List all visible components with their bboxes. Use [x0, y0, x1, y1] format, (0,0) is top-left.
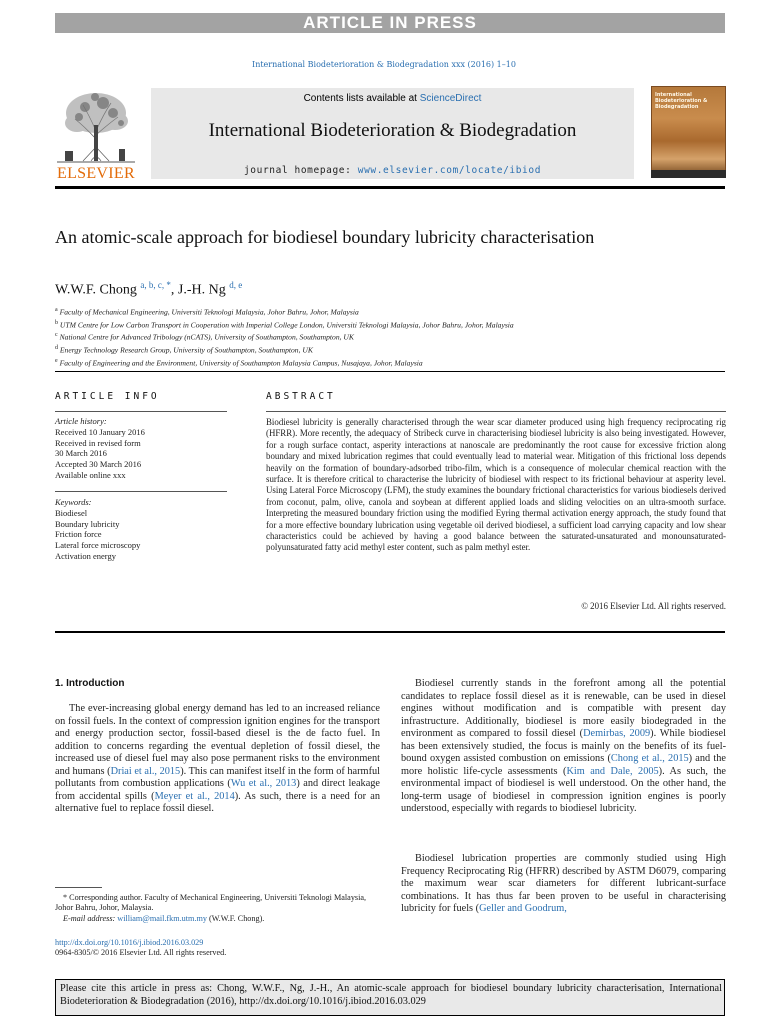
affiliations-list — [55, 305, 715, 369]
affiliation-item — [55, 330, 715, 343]
history-item: Available online xxx — [55, 469, 126, 480]
elsevier-wordmark: ELSEVIER — [57, 165, 135, 182]
affiliation-text: Energy Technology Research Group, University of Southampton, Southampton, UK — [59, 345, 313, 355]
affiliation-item — [55, 343, 715, 356]
issn-line: 0964-8305/© 2016 Elsevier Ltd. All rights reserved. — [55, 948, 227, 958]
affiliation-text: Faculty of Engineering and the Environment, University of Southampton Malaysia Campus, Nusajaya, Johor, Malaysia — [59, 358, 423, 368]
affiliation-text: UTM Centre for Low Carbon Transport in Cooperation with Imperial College London, Universiti Teknologi Malaysia, Johor Bahru, Johor, Malaysia — [59, 320, 514, 330]
article-in-press-banner: ARTICLE IN PRESS — [55, 13, 725, 33]
keyword-item: Friction force — [55, 529, 102, 540]
citation-link[interactable]: Geller and Goodrum, — [479, 903, 567, 914]
citation-link[interactable]: Wu et al., 2013 — [230, 778, 297, 789]
keywords-divider — [55, 491, 227, 492]
citation-text: Please cite this article in press as: Chong, W.W.F., Ng, J.-H., An atomic-scale approach for biodiesel boundary lubricity characterisation, International Biodeterioration & Biodegradation (2016), http://dx.doi.org/10.1016/j.ibiod.2016.03.029 — [60, 983, 722, 1007]
affiliation-text: National Centre for Advanced Tribology (nCATS), University of Southampton, Southampton, UK — [59, 333, 354, 342]
paragraph-text: ) and the more holistic life-cycle assessments ( — [401, 753, 726, 777]
journal-cover-title: International Biodeterioration & Biodegradation — [655, 92, 708, 110]
affiliation-item — [55, 318, 715, 331]
email-label: E-mail address: — [63, 913, 118, 923]
keyword-item: Boundary lubricity — [55, 518, 120, 529]
author-affiliation-marks[interactable]: a, b, c, * — [140, 280, 171, 290]
affiliation-mark: b — [55, 319, 58, 326]
abstract-divider — [266, 411, 726, 412]
keywords-label: Keywords: — [55, 497, 92, 507]
footnote-divider — [55, 887, 102, 888]
abstract-heading: ABSTRACT — [266, 391, 336, 402]
article-title: An atomic-scale approach for biodiesel boundary lubricity characterisation — [55, 227, 595, 247]
paragraph-text: ). While biodiesel has been extensively studied, the focus is mainly on the benefits of its fuel-bound oxygen assisted combustion on emissions ( — [401, 728, 726, 764]
author-name: W.W.F. Chong — [55, 282, 137, 298]
email-line — [55, 914, 380, 924]
affiliation-mark: e — [55, 357, 58, 364]
author-separator: , — [170, 282, 178, 298]
abstract-text: Biodiesel lubricity is generally characterised through the wear scar diameter produced using high frequency reciprocating rig (HFRR). More recently, the adequacy of Stribeck curve in characterising biodiesel lubricity is also being investigated. However, for a rough surface contact, asperity interactions at nanoscale are predominantly the root cause for excessive friction along boundary and mixed lubrication regimes that could eventually lead to material wear. Mitigation of this frictional loss depends heavily on the formation of boundary-adsorbed tribo-film, which is a consequence of molecular chemical reaction with the surface. It is therefore critical to characterise the lubricity of biodiesel with respect to its frictional behaviour at asperity level. Using Lateral Force Microscopy (LFM), the study examines the boundary frictional characteristics for various biodiesels derived from coconut, palm, olive, canola and soybean at different applied loads and sliding velocities on an ultra-smooth surface. Interpreting the measured boundary friction using the modified Eyring thermal activation energy approach, the study found that for a more effective boundary lubrication using vegetable oil derived biodiesel, a sufficient load carrying capacity and low shear characteristics could be achieved by having a good balance between the saturated-unsaturated and monounsaturated-polyunsaturated fatty acid methyl ester content, such as palm methyl ester. — [266, 417, 726, 553]
email-link[interactable]: william@mail.fkm.utm.my — [117, 913, 207, 923]
intro-paragraph — [55, 703, 380, 816]
affiliation-item — [55, 356, 715, 369]
history-item: Received in revised form — [55, 437, 141, 448]
history-item: Received 10 January 2016 — [55, 426, 145, 437]
keyword-item: Biodiesel — [55, 507, 88, 518]
affiliation-text: Faculty of Mechanical Engineering, Universiti Teknologi Malaysia, Johor Bahru, Johor, Malaysia — [59, 307, 359, 317]
keyword-item: Activation energy — [55, 550, 116, 561]
doi-link[interactable]: http://dx.doi.org/10.1016/j.ibiod.2016.03.029 — [55, 938, 204, 947]
corresponding-author-text: * Corresponding author. Faculty of Mechanical Engineering, Universiti Teknologi Malaysia, Johor Bahru, Johor, Malaysia. — [55, 893, 367, 913]
affiliation-mark: a — [55, 307, 58, 313]
citation-link[interactable]: Meyer et al., 2014 — [154, 790, 235, 802]
sciencedirect-link[interactable]: ScienceDirect — [419, 93, 482, 104]
journal-title: International Biodeterioration & Biodegradation — [208, 120, 577, 141]
journal-reference-link[interactable]: International Biodeterioration & Biodegradation xxx (2016) 1–10 — [252, 60, 516, 69]
intro-paragraph — [401, 853, 726, 916]
doi-block — [55, 938, 380, 959]
affiliation-mark: c — [55, 332, 58, 339]
article-history — [55, 416, 227, 481]
email-suffix: (W.W.F. Chong). — [206, 913, 265, 923]
paragraph-text: ). This can manifest itself in the form of harmful pollutants from combustion applications ( — [55, 765, 381, 789]
paragraph-text: The ever-increasing global energy demand has led to an increased reliance on fossil fuels. In the context of compression ignition engines for the transport and energy production sector, fossil-based diesel is the de facto fuel. In addition to concerns regarding the eventual depletion of fossil diesel, the increased use of diesel fuel may also pose permanent risks to the environment and humans ( — [55, 703, 380, 777]
affiliation-item — [55, 305, 715, 318]
corresponding-author-footnote — [55, 893, 380, 924]
paragraph-text: Biodiesel currently stands in the forefront among all the potential candidates to replace fossil diesel as it is renewable, can be used in diesel engines without modification and is compatible with present day infrastructure. Additionally, biodiesel is more easily biodegraded in the environment as compared to fossil diesel ( — [401, 678, 726, 739]
author-affiliation-marks[interactable]: d, e — [229, 280, 243, 290]
affiliation-mark: d — [55, 345, 58, 352]
abstract-copyright: © 2016 Elsevier Ltd. All rights reserved. — [581, 601, 726, 611]
header-divider — [55, 186, 725, 189]
abstract-end-rule — [55, 631, 725, 633]
journal-homepage-line — [151, 165, 634, 176]
history-item: Accepted 30 March 2016 — [55, 459, 142, 470]
history-label: Article history: — [55, 416, 107, 426]
citation-link[interactable]: Driai et al., 2015 — [110, 765, 181, 777]
author-name: J.-H. Ng — [177, 282, 226, 298]
intro-paragraph — [401, 678, 726, 816]
cover-bottom-strip — [651, 170, 726, 178]
homepage-prefix: journal homepage: — [243, 165, 358, 176]
paragraph-text: ). As such, the environmental impact of biodiesel is well understood. On the other hand, the long-term usage of biodiesel in compression ignition engines is poorly understood, especially with regards to biodiesel lubricity. — [401, 765, 726, 814]
paragraph-text: ). As such, there is a need for an alternative fuel to replace fossil diesel. — [55, 790, 380, 814]
section-heading: 1. Introduction — [55, 678, 125, 689]
paragraph-text: ) and direct leakage from accidental spills ( — [55, 778, 380, 802]
homepage-link[interactable]: www.elsevier.com/locate/ibiod — [357, 165, 542, 176]
author-list — [55, 280, 242, 299]
citation-link[interactable]: Kim and Dale, 2005 — [566, 765, 659, 777]
article-info-divider — [55, 411, 227, 412]
citation-link[interactable]: Demirbas, 2009 — [583, 728, 651, 739]
keywords-block — [55, 497, 227, 562]
contents-available-line — [151, 93, 634, 104]
affiliations-divider — [55, 371, 725, 372]
article-info-heading: ARTICLE INFO — [55, 391, 160, 402]
history-item: 30 March 2016 — [55, 448, 107, 459]
keyword-item: Lateral force microscopy — [55, 540, 141, 551]
citation-link[interactable]: Chong et al., 2015 — [610, 753, 689, 764]
paragraph-text: Biodiesel lubrication properties are commonly studied using High Frequency Reciprocating Rig (HFRR) described by ASTM D6079, comparing the maximum wear scar diameters for different lubricant-surface combinations. It has thus far been proven to be useful in characterising lubricity for fuels ( — [401, 853, 726, 914]
contents-prefix: Contents lists available at — [303, 93, 420, 104]
